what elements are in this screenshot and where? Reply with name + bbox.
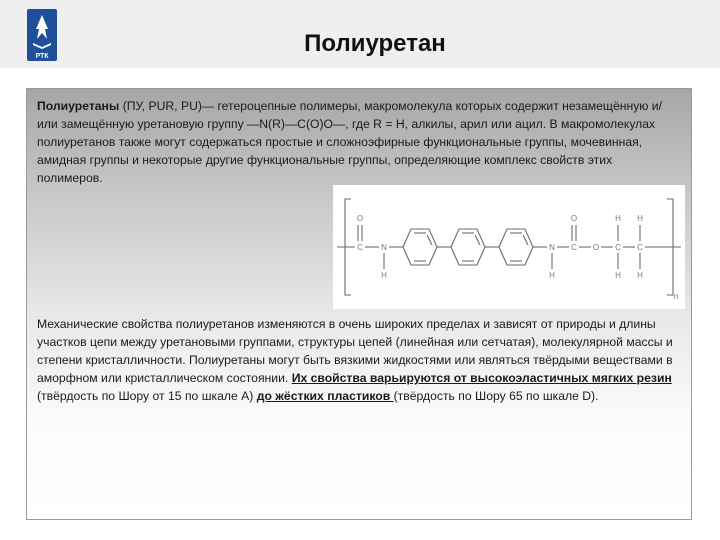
polyurethane-structural-formula xyxy=(333,185,685,309)
atom-h1: H xyxy=(381,271,387,280)
atom-h6: H xyxy=(637,271,643,280)
atom-c2: C xyxy=(571,243,577,252)
atom-h5: H xyxy=(637,214,643,223)
atom-c4: C xyxy=(637,243,643,252)
content-panel xyxy=(26,88,692,520)
logo-text: РТК xyxy=(35,53,49,60)
properties-paragraph xyxy=(37,315,677,405)
benzene-ring-3 xyxy=(499,229,533,265)
atom-c3: C xyxy=(615,243,621,252)
properties-shore-a: (твёрдость по Шору от 15 по шкале А) xyxy=(37,389,257,403)
properties-text: Механические свойства полиуретанов изменяются в очень широких пределах и зависят от природы и длины участков цепи между уретановыми группами, структуры цепей (линейная или сетчатая), молекулярной массы и степени кристалличности. Полиуретаны могут быть вязкими жидкостями или являться твёрдыми веществами в аморфном или кристаллическом состоянии. xyxy=(37,317,673,385)
atom-o3: O xyxy=(592,243,600,252)
atom-n2: N xyxy=(549,243,555,252)
intro-term: Полиуретаны xyxy=(37,99,120,113)
atom-n1: N xyxy=(381,243,387,252)
atom-c1: C xyxy=(357,243,363,252)
polymer-subscript: n xyxy=(673,292,679,301)
properties-emphasis-2: до жёстких пластиков xyxy=(256,389,394,403)
atom-h3: H xyxy=(615,214,621,223)
page-title: Полиуретан xyxy=(304,30,446,57)
atom-h4: H xyxy=(615,271,621,280)
atom-o1: O xyxy=(356,214,364,223)
atom-h2: H xyxy=(549,271,555,280)
benzene-ring-1 xyxy=(403,229,437,265)
atom-o2: O xyxy=(570,214,578,223)
properties-shore-d: (твёрдость по Шору 65 по шкале D). xyxy=(393,389,599,403)
properties-emphasis-1: Их свойства варьируются от высокоэластичных мягких резин xyxy=(291,371,672,385)
intro-text: (ПУ, PUR, PU)— гетероцепные полимеры, макромолекула которых содержит незамещённую и/или замещённую уретановую группу —N(R)—C(O)O—, где R = H, алкилы, арил или ацил. В макромолекулах полиуретанов также могут содержаться простые и сложноэфирные функциональные группы, мочевинная, амидная группы и некоторые другие функциональные группы, определяющие комплекс свойств этих полимеров. xyxy=(37,99,663,185)
intro-paragraph xyxy=(37,97,677,187)
benzene-ring-2 xyxy=(451,229,485,265)
